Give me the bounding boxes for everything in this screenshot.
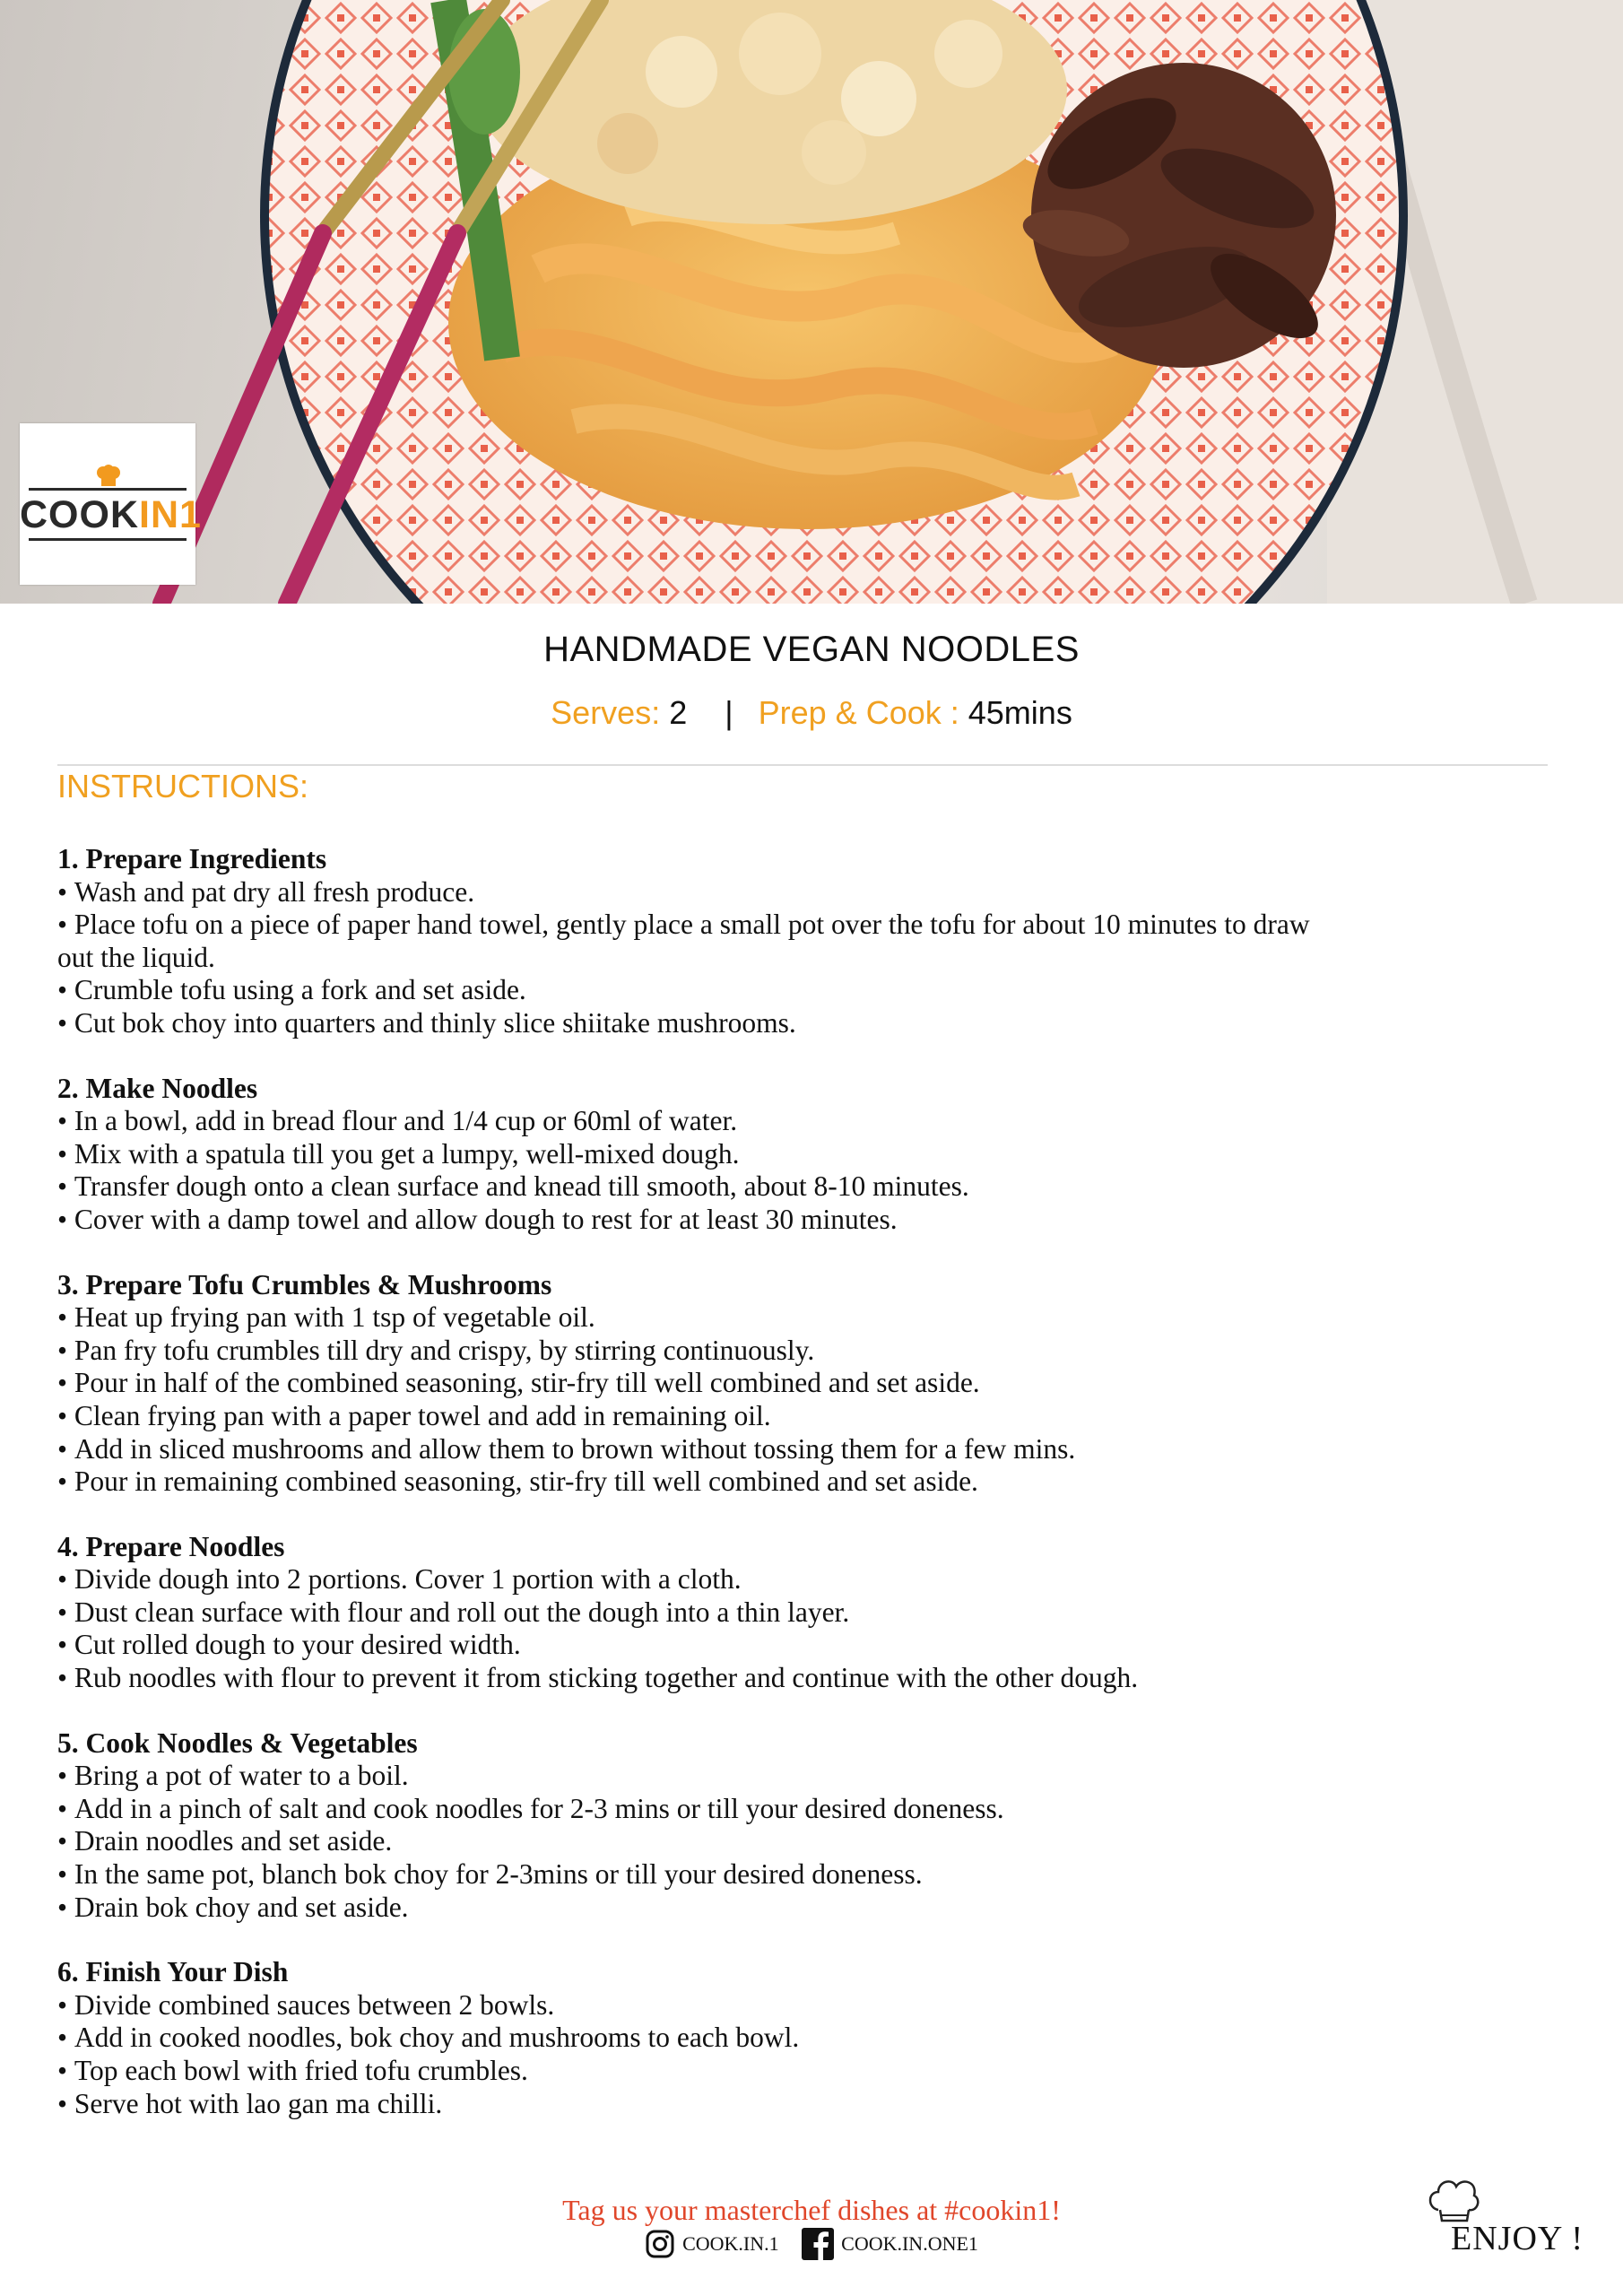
logo-accent: IN1: [139, 493, 202, 536]
step-item: • Divide combined sauces between 2 bowls.: [57, 1989, 1331, 2022]
logo-text: [20, 493, 202, 536]
time-value: 45mins: [968, 694, 1072, 731]
step-item: • Pan fry tofu crumbles till dry and crispy, by stirring continuously.: [57, 1335, 1331, 1368]
step-item: • Drain noodles and set aside.: [57, 1825, 1331, 1858]
social-links: [0, 2228, 1623, 2260]
step-item: • Top each bowl with fried tofu crumbles.: [57, 2055, 1331, 2088]
step-item: • Serve hot with lao gan ma chilli.: [57, 2088, 1331, 2121]
step-items: [57, 876, 1331, 1040]
logo-prefix: COOK: [20, 493, 139, 536]
step-item: • Heat up frying pan with 1 tsp of vegetable oil.: [57, 1301, 1331, 1335]
step-item: • Place tofu on a piece of paper hand towel, gently place a small pot over the tofu for about 10 minutes to draw out the liquid.: [57, 909, 1331, 974]
step-item: • Dust clean surface with flour and roll out the dough into a thin layer.: [57, 1596, 1331, 1630]
step-item: • In the same pot, blanch bok choy for 2-3mins or till your desired doneness.: [57, 1858, 1331, 1892]
step-title: 6. Finish Your Dish: [57, 1956, 289, 1988]
step-item: • Cut bok choy into quarters and thinly slice shiitake mushrooms.: [57, 1007, 1331, 1040]
noodle-bowl-illustration: [0, 0, 1623, 604]
step-item: • Clean frying pan with a paper towel and add in remaining oil.: [57, 1400, 1331, 1433]
step-item: • Transfer dough onto a clean surface and knead till smooth, about 8-10 minutes.: [57, 1170, 1331, 1204]
step-item: • Crumble tofu using a fork and set aside.: [57, 974, 1331, 1007]
facebook-link[interactable]: [802, 2228, 978, 2260]
step-title: 3. Prepare Tofu Crumbles & Mushrooms: [57, 1268, 552, 1300]
step-items: [57, 1105, 1331, 1236]
cookin1-logo: [20, 423, 202, 585]
step-item: • In a bowl, add in bread flour and 1/4 cup or 60ml of water.: [57, 1105, 1331, 1138]
step-section: [57, 1531, 1331, 1695]
step-title: 1. Prepare Ingredients: [57, 843, 327, 874]
chef-hat-icon: [1426, 2174, 1483, 2224]
step-item: • Wash and pat dry all fresh produce.: [57, 876, 1331, 909]
instagram-link[interactable]: [645, 2229, 779, 2259]
step-items: [57, 1563, 1331, 1694]
step-item: • Rub noodles with flour to prevent it from sticking together and continue with the other dough.: [57, 1662, 1331, 1695]
section-divider: [57, 764, 1548, 766]
step-title: 5. Cook Noodles & Vegetables: [57, 1726, 418, 1759]
step-title: 2. Make Noodles: [57, 1072, 258, 1104]
instagram-icon: [645, 2229, 675, 2259]
step-item: • Add in cooked noodles, bok choy and mushrooms to each bowl.: [57, 2022, 1331, 2055]
instructions-heading: INSTRUCTIONS:: [57, 768, 309, 804]
facebook-handle: COOK.IN.ONE1: [841, 2232, 978, 2255]
step-section: [57, 1956, 1331, 2120]
step-section: [57, 1073, 1331, 1237]
step-item: • Cut rolled dough to your desired width.: [57, 1629, 1331, 1662]
step-items: [57, 1989, 1331, 2120]
logo-rule-bottom: [29, 538, 187, 541]
step-title: 4. Prepare Noodles: [57, 1530, 285, 1562]
chef-hat-icon: [95, 465, 122, 488]
hero-photo: [0, 0, 1623, 604]
serves-value: 2: [669, 694, 688, 731]
step-item: • Pour in half of the combined seasoning, stir-fry till well combined and set aside.: [57, 1367, 1331, 1400]
step-item: • Add in sliced mushrooms and allow them to brown without tossing them for a few mins.: [57, 1433, 1331, 1466]
meta-separator: |: [725, 694, 733, 731]
step-section: [57, 1727, 1331, 1925]
footer-tagline: Tag us your masterchef dishes at #cookin1!: [562, 2194, 1061, 2226]
serves-label: Serves:: [551, 694, 661, 731]
time-label: Prep & Cook :: [758, 694, 959, 731]
step-item: • Bring a pot of water to a boil.: [57, 1760, 1331, 1793]
instagram-handle: COOK.IN.1: [682, 2232, 779, 2255]
step-item: • Add in a pinch of salt and cook noodles for 2-3 mins or till your desired doneness.: [57, 1793, 1331, 1826]
step-item: • Cover with a damp towel and allow dough to rest for at least 30 minutes.: [57, 1204, 1331, 1237]
step-item: • Drain bok choy and set aside.: [57, 1892, 1331, 1925]
step-item: • Pour in remaining combined seasoning, stir-fry till well combined and set aside.: [57, 1465, 1331, 1499]
logo-rule-top: [29, 488, 187, 491]
step-items: [57, 1760, 1331, 1924]
instruction-steps: [57, 843, 1331, 2152]
recipe-meta: [0, 694, 1623, 732]
enjoy-signoff: ENJOY !: [1451, 2220, 1584, 2257]
step-section: [57, 1269, 1331, 1499]
facebook-icon: [802, 2228, 834, 2260]
recipe-title: HANDMADE VEGAN NOODLES: [543, 630, 1080, 669]
step-item: • Divide dough into 2 portions. Cover 1 portion with a cloth.: [57, 1563, 1331, 1596]
step-items: [57, 1301, 1331, 1499]
step-item: • Mix with a spatula till you get a lumpy, well-mixed dough.: [57, 1138, 1331, 1171]
step-section: [57, 843, 1331, 1040]
